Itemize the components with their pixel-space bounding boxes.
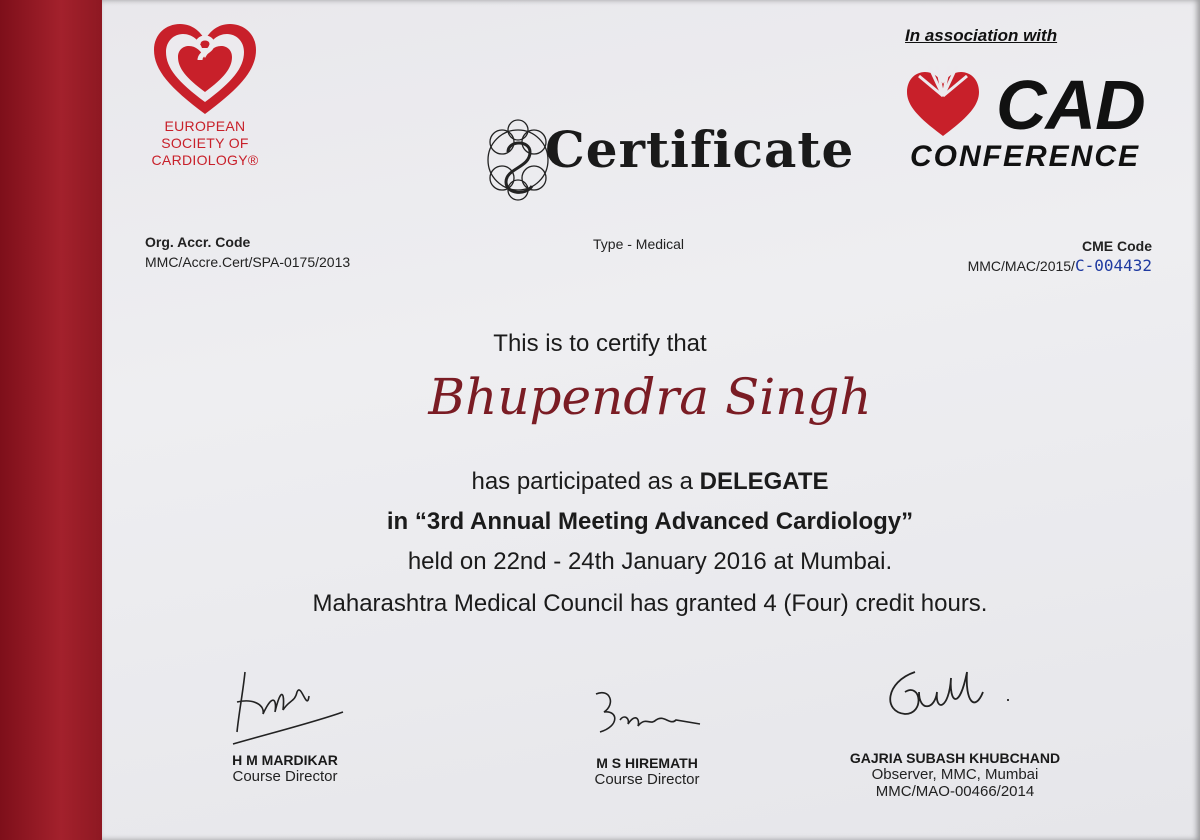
participant-role: DELEGATE	[699, 468, 829, 495]
cad-wordmark: CAD	[996, 66, 1145, 144]
certificate-type: Type - Medical	[593, 236, 685, 252]
signatory-1	[195, 752, 375, 785]
cad-heart-logo-icon	[905, 66, 981, 138]
esc-line-3: CARDIOLOGY®	[151, 152, 259, 168]
esc-line-1: EUROPEAN	[164, 118, 246, 134]
signatory-3-reg: MMC/MAO-00466/2014	[875, 783, 1035, 800]
cme-code-printed: MMC/MAC/2015/	[967, 258, 1075, 274]
org-accr-code-label: Org. Accr. Code	[145, 234, 251, 250]
cad-conference-wordmark: CONFERENCE	[910, 140, 1141, 173]
signature-mardikar	[225, 652, 355, 752]
signatory-1-name: H M MARDIKAR	[232, 752, 338, 768]
esc-heart-logo-icon	[150, 22, 260, 117]
esc-line-2: SOCIETY OF	[161, 135, 249, 151]
held-line: held on 22nd - 24th January 2016 at Mumbai.	[407, 548, 893, 575]
signatory-2-name: M S HIREMATH	[596, 755, 698, 771]
org-accr-code-value: MMC/Accre.Cert/SPA-0175/2013	[145, 254, 351, 270]
signatory-2	[557, 755, 737, 788]
signatory-2-role: Course Director	[594, 771, 700, 788]
esc-wordmark	[140, 118, 270, 169]
signatory-1-role: Course Director	[232, 768, 338, 785]
cme-code-value-line	[968, 256, 1152, 276]
certify-line: This is to certify that	[493, 330, 707, 357]
participation-line	[0, 468, 1200, 496]
cme-code	[968, 236, 1152, 276]
signatory-3-name: GAJRIA SUBASH KHUBCHAND	[849, 750, 1061, 766]
credits-line: Maharashtra Medical Council has granted 4 (Four) credit hours.	[312, 590, 988, 617]
signature-hiremath	[580, 680, 720, 750]
event-line: in “3rd Annual Meeting Advanced Cardiology”	[386, 508, 914, 535]
signatory-3	[830, 750, 1080, 800]
participation-prefix: has participated as a	[471, 468, 693, 495]
certificate-title: Certificate	[545, 120, 855, 179]
signatory-3-role: Observer, MMC, Mumbai	[871, 766, 1039, 783]
signature-gajria	[875, 652, 1025, 742]
recipient-name: Bhupendra Singh	[428, 368, 872, 426]
cme-code-label: CME Code	[1082, 238, 1152, 254]
org-accr-code	[145, 232, 350, 272]
cme-code-handwritten: C-004432	[1074, 256, 1152, 275]
association-label: In association with	[905, 26, 1058, 45]
